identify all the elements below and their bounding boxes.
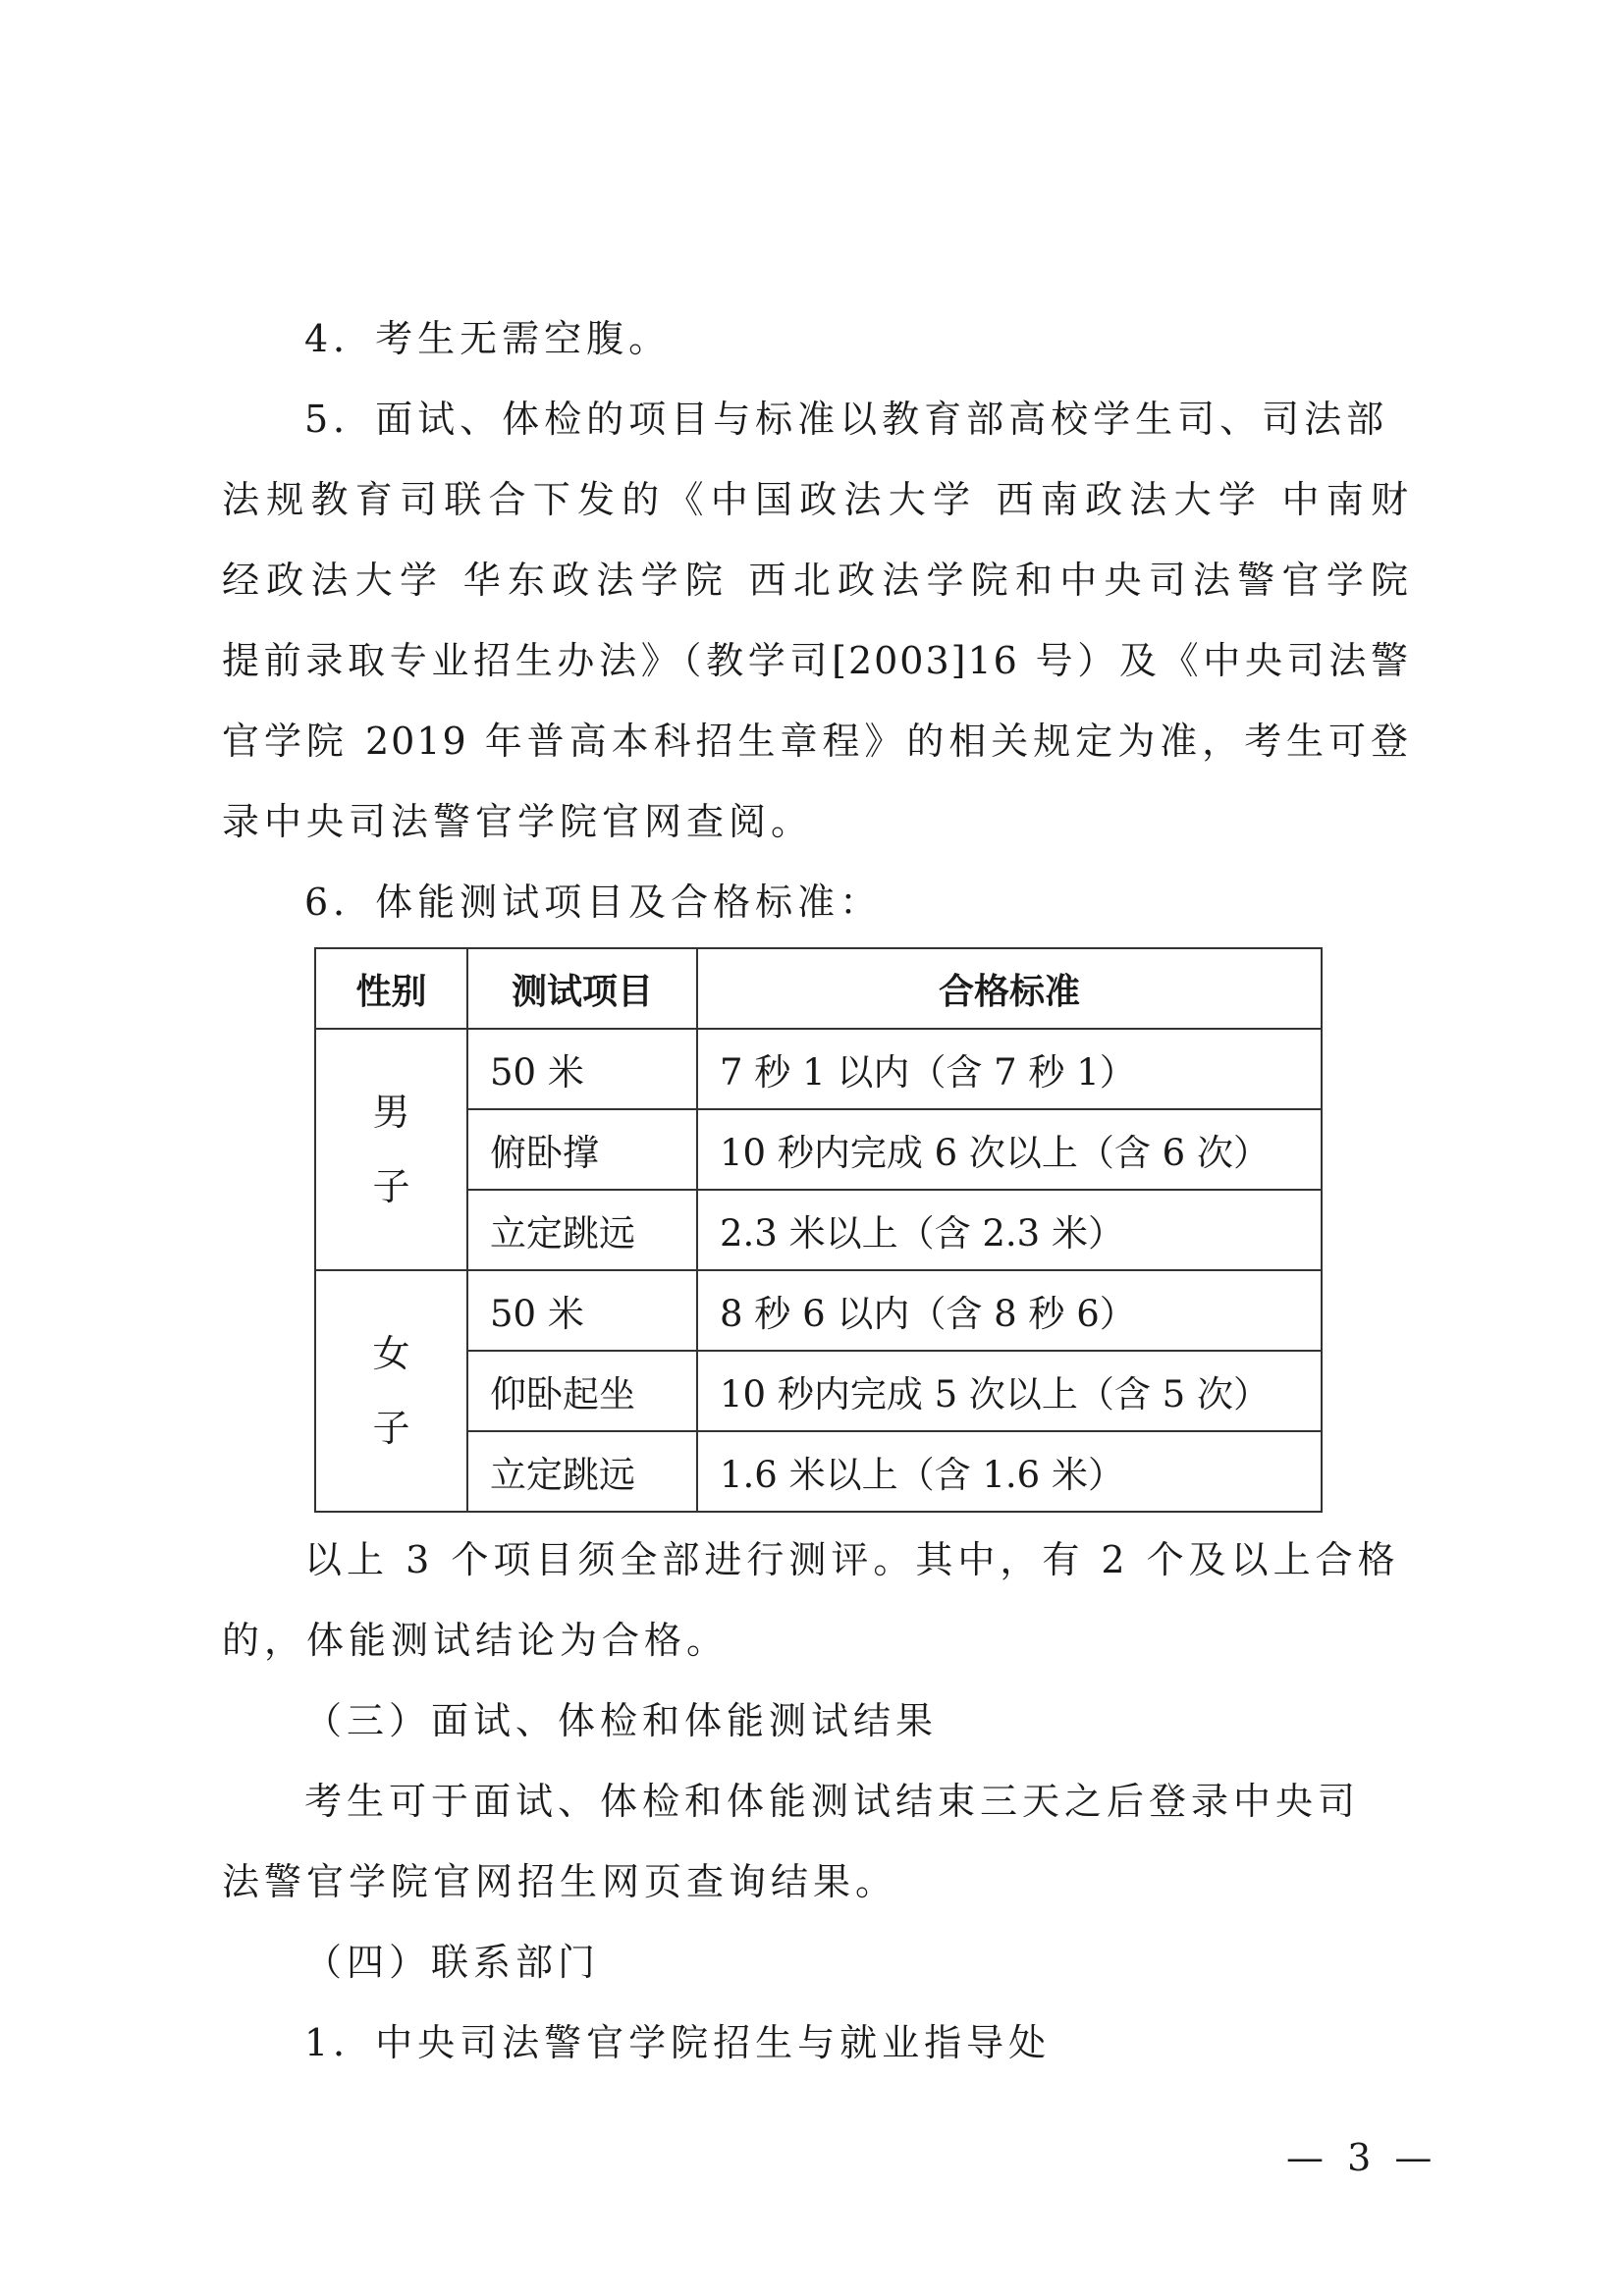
- test-item-cell: 仰卧起坐: [467, 1351, 697, 1431]
- standard-cell: 8 秒 6 以内（含 8 秒 6）: [697, 1270, 1322, 1351]
- paragraph-item-5-line-5: 官学院 2019 年普高本科招生章程》的相关规定为准，考生可登: [222, 720, 1410, 763]
- paragraph-item-5-line-6: 录中央司法警官学院官网查阅。: [222, 800, 814, 843]
- paragraph-item-6: 6．体能测试项目及合格标准：: [304, 881, 883, 924]
- paragraph-item-5-line-4: 提前录取专业招生办法》（教学司[2003]16 号）及《中央司法警: [222, 639, 1410, 682]
- after-table-line-2: 的，体能测试结论为合格。: [222, 1619, 730, 1662]
- paragraph-item-4: 4．考生无需空腹。: [304, 317, 672, 360]
- header-standard: 合格标准: [697, 948, 1322, 1029]
- after-table-line-1: 以上 3 个项目须全部进行测评。其中，有 2 个及以上合格: [304, 1538, 1400, 1581]
- section-4-heading: （四）联系部门: [304, 1941, 601, 1984]
- section-3-body-line-1: 考生可于面试、体检和体能测试结束三天之后登录中央司: [304, 1780, 1361, 1823]
- standard-cell: 7 秒 1 以内（含 7 秒 1）: [697, 1029, 1322, 1109]
- table-header-row: [315, 948, 1322, 1029]
- table-row: [315, 1270, 1322, 1351]
- standard-cell: 10 秒内完成 6 次以上（含 6 次）: [697, 1109, 1322, 1190]
- paragraph-item-5-line-3: 经政法大学 华东政法学院 西北政法学院和中央司法警官学院: [222, 559, 1410, 602]
- standard-cell: 2.3 米以上（含 2.3 米）: [697, 1190, 1322, 1270]
- test-item-cell: 50 米: [467, 1270, 697, 1351]
- page-number: — 3 —: [1286, 2136, 1438, 2179]
- table-row: [315, 1029, 1322, 1109]
- test-item-cell: 俯卧撑: [467, 1109, 697, 1190]
- standard-cell: 10 秒内完成 5 次以上（含 5 次）: [697, 1351, 1322, 1431]
- test-item-cell: 立定跳远: [467, 1431, 697, 1512]
- standard-cell: 1.6 米以上（含 1.6 米）: [697, 1431, 1322, 1512]
- section-3-heading: （三）面试、体检和体能测试结果: [304, 1699, 939, 1742]
- test-item-cell: 50 米: [467, 1029, 697, 1109]
- header-gender: 性别: [315, 948, 467, 1029]
- section-4-item-1: 1．中央司法警官学院招生与就业指导处: [304, 2021, 1052, 2064]
- fitness-standards-table: [314, 947, 1323, 1513]
- header-test-item: 测试项目: [467, 948, 697, 1029]
- section-3-body-line-2: 法警官学院官网招生网页查询结果。: [222, 1860, 898, 1903]
- gender-cell-male: 男 子: [315, 1029, 467, 1270]
- gender-cell-female: 女 子: [315, 1270, 467, 1512]
- paragraph-item-5-line-1: 5．面试、体检的项目与标准以教育部高校学生司、司法部: [304, 398, 1389, 441]
- paragraph-item-5-line-2: 法规教育司联合下发的《中国政法大学 西南政法大学 中南财: [222, 478, 1410, 521]
- test-item-cell: 立定跳远: [467, 1190, 697, 1270]
